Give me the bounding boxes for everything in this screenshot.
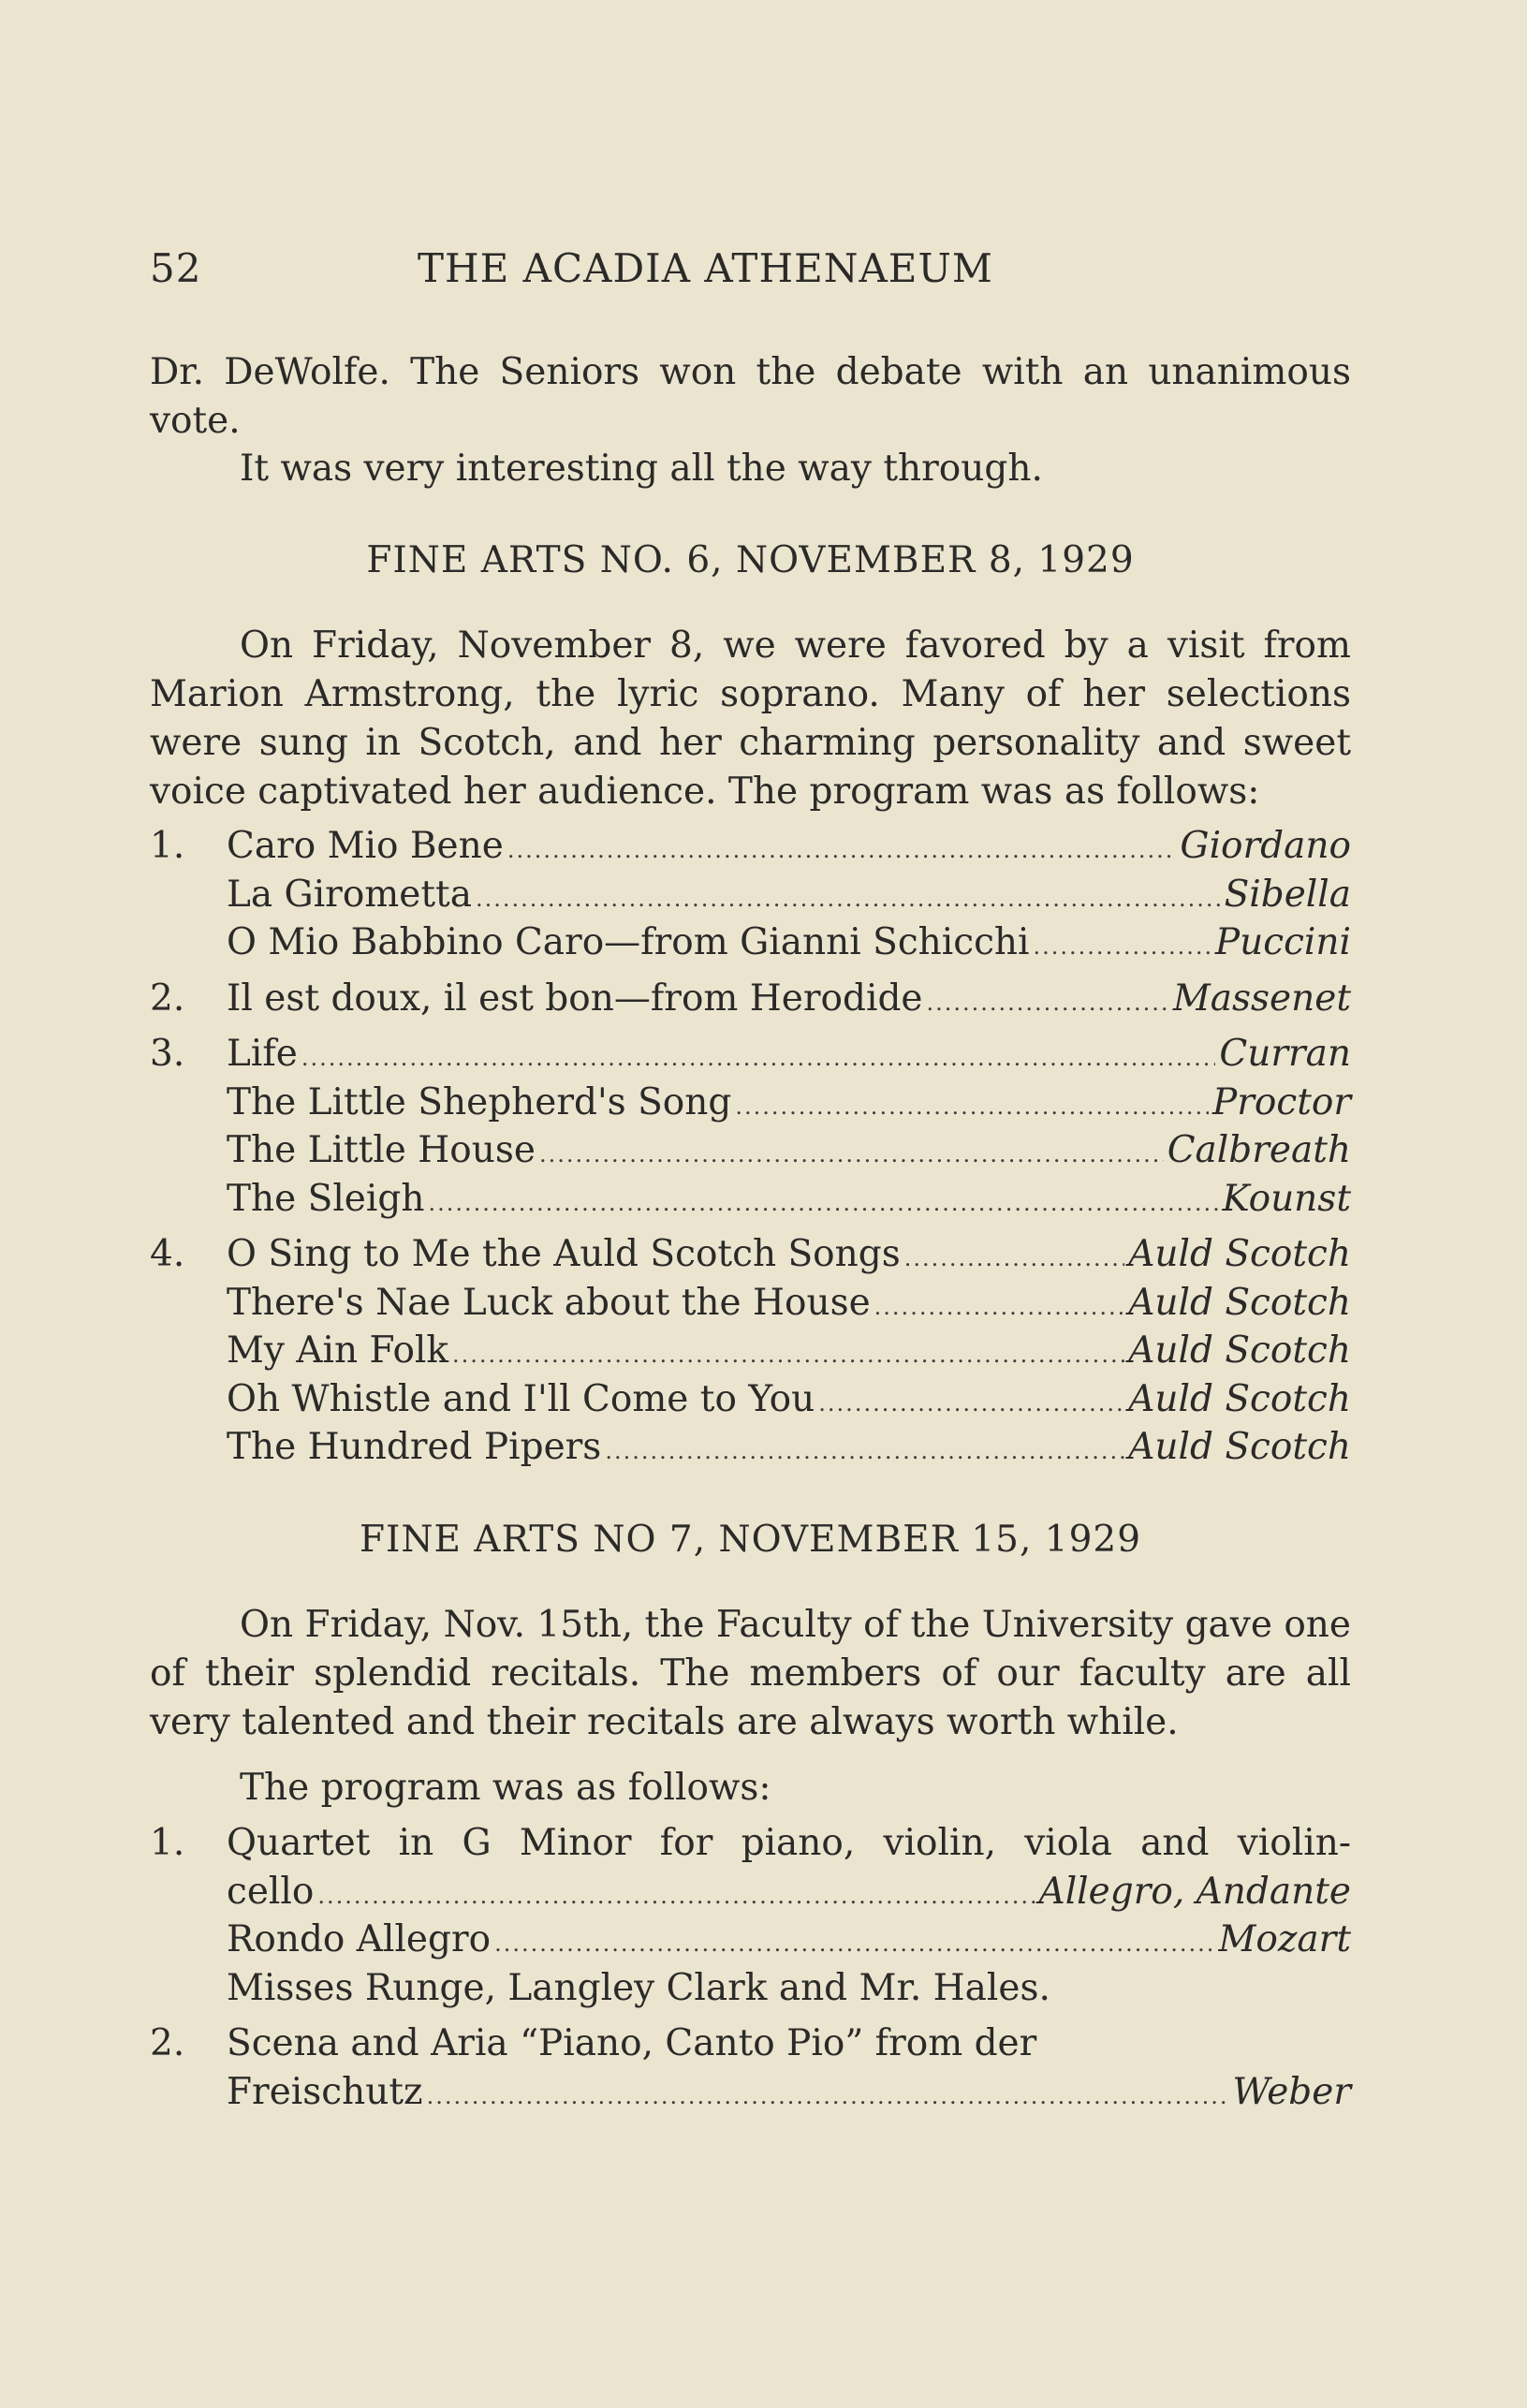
leader-dots — [476, 875, 1221, 924]
program-row — [150, 1327, 1351, 1375]
program-composer: Auld Scotch — [1128, 1233, 1351, 1275]
leader-dots — [904, 1235, 1124, 1284]
program-row — [150, 1175, 1351, 1224]
program-row — [150, 871, 1351, 919]
program-composer: Giordano — [1180, 825, 1351, 867]
program-row — [150, 1964, 1351, 2013]
program-row — [150, 1868, 1351, 1916]
program-row — [150, 1030, 1351, 1079]
program-intro: The program was as follows: — [240, 1767, 771, 1809]
program-title: Rondo Allegro — [227, 1918, 492, 1960]
fine-arts-7-paragraph: On Friday, Nov. 15th, the Faculty of the University gave one of their splendid recitals. The members of our faculty are all very talented and their recitals are always worth while. — [150, 1604, 1351, 1743]
leader-dots — [452, 1331, 1124, 1380]
program-composer: Proctor — [1211, 1080, 1351, 1123]
program-row — [150, 1279, 1351, 1328]
program-row — [150, 975, 1351, 1023]
program-composer: Puccini — [1214, 921, 1351, 963]
program-title: Il est doux, il est bon—from Herodide — [227, 976, 923, 1020]
program-title: cello — [227, 1870, 315, 1913]
program-number: 1. — [150, 825, 185, 867]
intro-line: Dr. DeWolfe. The Seniors won the debate with an unanimous vote. — [150, 351, 1351, 442]
leader-dots — [428, 1180, 1218, 1228]
program-row — [150, 1230, 1351, 1279]
program-title: Life — [227, 1033, 298, 1075]
page-number: 52 — [150, 245, 202, 291]
program-composer: Auld Scotch — [1128, 1426, 1351, 1468]
program-title: There's Nae Luck about the House — [227, 1281, 871, 1324]
program-composer: Curran — [1219, 1033, 1351, 1075]
leader-dots — [874, 1284, 1125, 1332]
intro-paragraph — [150, 348, 1351, 446]
program-composer: Auld Scotch — [1128, 1377, 1351, 1420]
program-row — [150, 2019, 1351, 2068]
program-title: O Sing to Me the Auld Scotch Songs — [227, 1233, 901, 1275]
leader-dots — [427, 2073, 1229, 2122]
program-row — [150, 1079, 1351, 1127]
program-composer: Auld Scotch — [1128, 1329, 1351, 1372]
program-title: Scena and Aria “Piano, Canto Pio” from der — [227, 2022, 1037, 2064]
program-composer: Massenet — [1172, 976, 1351, 1020]
program-composer: Allegro, Andante — [1038, 1870, 1351, 1913]
leader-dots — [735, 1083, 1209, 1132]
intro-paragraph-2 — [150, 445, 1351, 493]
program-title: The Little House — [227, 1129, 536, 1171]
fine-arts-7-program — [150, 1819, 1351, 2116]
program-title: Freischutz — [227, 2070, 423, 2113]
leader-dots — [317, 1872, 1035, 1921]
program-performers: Misses Runge, Langley Clark and Mr. Hales. — [227, 1966, 1050, 2009]
program-row — [150, 1423, 1351, 1472]
program-composer: Weber — [1232, 2070, 1351, 2113]
program-row — [150, 1375, 1351, 1424]
program-title: Caro Mio Bene — [227, 825, 504, 867]
leader-dots — [1034, 923, 1211, 972]
program-number: 2. — [150, 976, 185, 1020]
program-composer: Mozart — [1218, 1918, 1351, 1960]
program-row — [150, 822, 1351, 871]
section-heading-fine-arts-7: FINE ARTS NO 7, NOVEMBER 15, 1929 — [359, 1519, 1142, 1561]
program-title: Quartet in G Minor for piano, violin, viola and violin- — [227, 1822, 1351, 1864]
leader-dots — [927, 979, 1169, 1028]
fine-arts-6-program — [150, 822, 1351, 1472]
journal-title: THE ACADIA ATHENAEUM — [418, 245, 993, 291]
leader-dots — [539, 1131, 1164, 1180]
leader-dots — [605, 1428, 1124, 1476]
program-composer: Calbreath — [1167, 1129, 1351, 1171]
program-row — [150, 918, 1351, 967]
program-composer: Auld Scotch — [1128, 1281, 1351, 1324]
program-number: 3. — [150, 1033, 185, 1075]
program-number: 2. — [150, 2022, 185, 2064]
leader-dots — [301, 1035, 1215, 1083]
program-composer: Sibella — [1224, 873, 1351, 916]
program-title: My Ain Folk — [227, 1329, 449, 1372]
program-title: The Hundred Pipers — [227, 1426, 602, 1468]
leader-dots — [507, 827, 1177, 875]
program-title: The Sleigh — [227, 1177, 425, 1220]
program-composer: Kounst — [1222, 1177, 1351, 1220]
fine-arts-6-paragraph: On Friday, November 8, we were favored by a visit from Marion Armstrong, the lyric soprano. Many of her selections were sung in Scotch, and her charming personality and sweet voice captivated her audience. The program was as follows: — [150, 624, 1351, 813]
section-heading-fine-arts-6: FINE ARTS NO. 6, NOVEMBER 8, 1929 — [366, 539, 1135, 581]
program-row — [150, 1916, 1351, 1964]
program-title: Oh Whistle and I'll Come to You — [227, 1377, 815, 1420]
leader-dots — [818, 1380, 1124, 1429]
program-number: 4. — [150, 1233, 185, 1275]
leader-dots — [494, 1920, 1214, 1969]
document-page — [150, 0, 1351, 2408]
intro-line-2: It was very interesting all the way through. — [240, 448, 1043, 490]
program-number: 1. — [150, 1822, 185, 1864]
program-row — [150, 1126, 1351, 1175]
program-title: La Girometta — [227, 873, 472, 916]
program-row — [150, 1819, 1351, 1868]
program-title: O Mio Babbino Caro—from Gianni Schicchi — [227, 921, 1030, 963]
program-row — [150, 2068, 1351, 2117]
program-title: The Little Shepherd's Song — [227, 1080, 732, 1123]
